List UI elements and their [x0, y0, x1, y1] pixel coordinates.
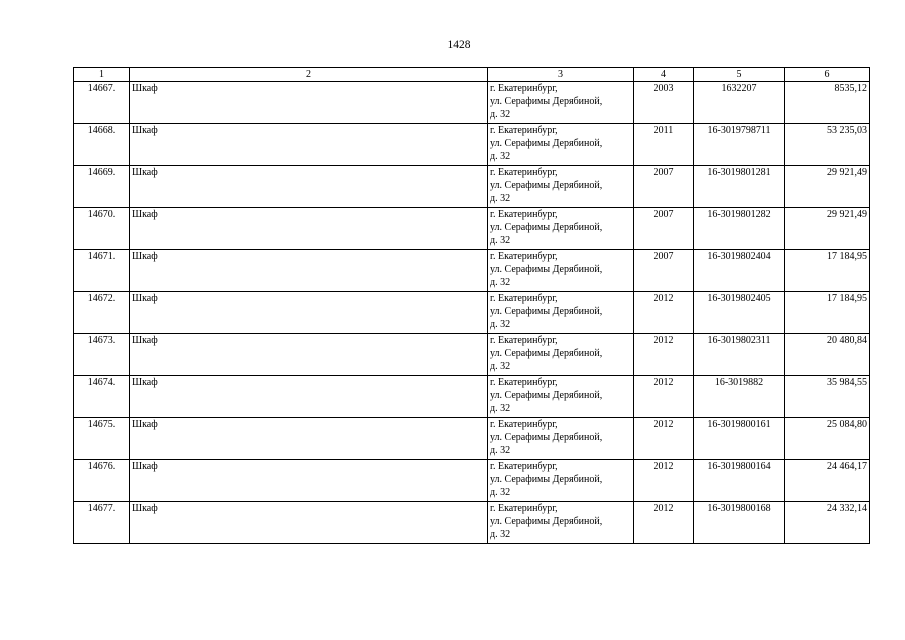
- cost-cell: 17 184,95: [785, 250, 870, 292]
- year-cell: 2007: [634, 208, 694, 250]
- year-cell: 2012: [634, 502, 694, 544]
- table-row: [74, 502, 870, 544]
- address-cell: [488, 166, 634, 208]
- cost-cell: 24 464,17: [785, 460, 870, 502]
- address-line: ул. Серафимы Дерябиной,: [490, 222, 603, 233]
- address-line: д. 32: [490, 361, 511, 372]
- inventory-number-cell: 16-3019798711: [694, 124, 785, 166]
- address-line: ул. Серафимы Дерябиной,: [490, 264, 603, 275]
- page-number: 1428: [447, 39, 471, 51]
- table-row: [74, 418, 870, 460]
- row-number-cell: 14674.: [74, 376, 130, 418]
- table-row: [74, 292, 870, 334]
- table-row: [74, 250, 870, 292]
- address-line: ул. Серафимы Дерябиной,: [490, 474, 603, 485]
- address-line: г. Екатеринбург,: [490, 209, 558, 220]
- address-line: ул. Серафимы Дерябиной,: [490, 348, 603, 359]
- item-name-cell: Шкаф: [130, 334, 488, 376]
- year-cell: 2012: [634, 460, 694, 502]
- item-name-cell: Шкаф: [130, 124, 488, 166]
- column-header-5: 5: [694, 68, 785, 82]
- year-cell: 2011: [634, 124, 694, 166]
- row-number-cell: 14675.: [74, 418, 130, 460]
- year-cell: 2007: [634, 166, 694, 208]
- year-cell: 2012: [634, 376, 694, 418]
- property-registry-table: [73, 67, 870, 544]
- item-name-cell: Шкаф: [130, 460, 488, 502]
- inventory-number-cell: 16-3019801281: [694, 166, 785, 208]
- address-line: д. 32: [490, 487, 511, 498]
- inventory-number-cell: 16-3019802405: [694, 292, 785, 334]
- cost-cell: 25 084,80: [785, 418, 870, 460]
- row-number-cell: 14673.: [74, 334, 130, 376]
- address-cell: [488, 460, 634, 502]
- address-line: д. 32: [490, 109, 511, 120]
- item-name-cell: Шкаф: [130, 82, 488, 124]
- address-line: г. Екатеринбург,: [490, 377, 558, 388]
- row-number-cell: 14671.: [74, 250, 130, 292]
- address-line: ул. Серафимы Дерябиной,: [490, 180, 603, 191]
- address-cell: [488, 418, 634, 460]
- inventory-number-cell: 16-3019800164: [694, 460, 785, 502]
- address-cell: [488, 502, 634, 544]
- column-header-4: 4: [634, 68, 694, 82]
- column-header-6: 6: [785, 68, 870, 82]
- year-cell: 2003: [634, 82, 694, 124]
- address-line: г. Екатеринбург,: [490, 335, 558, 346]
- address-cell: [488, 82, 634, 124]
- table-row: [74, 166, 870, 208]
- cost-cell: 20 480,84: [785, 334, 870, 376]
- cost-cell: 8535,12: [785, 82, 870, 124]
- address-line: д. 32: [490, 235, 511, 246]
- address-cell: [488, 250, 634, 292]
- table-row: [74, 376, 870, 418]
- item-name-cell: Шкаф: [130, 418, 488, 460]
- inventory-number-cell: 16-3019800161: [694, 418, 785, 460]
- address-line: д. 32: [490, 445, 511, 456]
- table-row: [74, 334, 870, 376]
- column-header-1: 1: [74, 68, 130, 82]
- row-number-cell: 14677.: [74, 502, 130, 544]
- item-name-cell: Шкаф: [130, 166, 488, 208]
- address-line: г. Екатеринбург,: [490, 251, 558, 262]
- address-line: ул. Серафимы Дерябиной,: [490, 390, 603, 401]
- address-line: г. Екатеринбург,: [490, 293, 558, 304]
- inventory-number-cell: 16-3019802404: [694, 250, 785, 292]
- address-line: д. 32: [490, 529, 511, 540]
- cost-cell: 17 184,95: [785, 292, 870, 334]
- year-cell: 2012: [634, 418, 694, 460]
- table-row: [74, 208, 870, 250]
- row-number-cell: 14667.: [74, 82, 130, 124]
- column-number-row: [74, 68, 870, 82]
- table-body: [74, 82, 870, 544]
- cost-cell: 24 332,14: [785, 502, 870, 544]
- year-cell: 2007: [634, 250, 694, 292]
- address-cell: [488, 124, 634, 166]
- address-cell: [488, 376, 634, 418]
- row-number-cell: 14670.: [74, 208, 130, 250]
- year-cell: 2012: [634, 334, 694, 376]
- item-name-cell: Шкаф: [130, 292, 488, 334]
- address-line: ул. Серафимы Дерябиной,: [490, 138, 603, 149]
- address-cell: [488, 208, 634, 250]
- table-row: [74, 460, 870, 502]
- inventory-number-cell: 16-3019800168: [694, 502, 785, 544]
- address-cell: [488, 334, 634, 376]
- item-name-cell: Шкаф: [130, 250, 488, 292]
- address-line: г. Екатеринбург,: [490, 83, 558, 94]
- address-line: г. Екатеринбург,: [490, 419, 558, 430]
- address-line: д. 32: [490, 277, 511, 288]
- year-cell: 2012: [634, 292, 694, 334]
- row-number-cell: 14669.: [74, 166, 130, 208]
- row-number-cell: 14672.: [74, 292, 130, 334]
- address-line: ул. Серафимы Дерябиной,: [490, 96, 603, 107]
- column-header-3: 3: [488, 68, 634, 82]
- address-line: г. Екатеринбург,: [490, 503, 558, 514]
- cost-cell: 29 921,49: [785, 166, 870, 208]
- cost-cell: 29 921,49: [785, 208, 870, 250]
- cost-cell: 53 235,03: [785, 124, 870, 166]
- item-name-cell: Шкаф: [130, 502, 488, 544]
- address-line: д. 32: [490, 151, 511, 162]
- row-number-cell: 14676.: [74, 460, 130, 502]
- row-number-cell: 14668.: [74, 124, 130, 166]
- inventory-number-cell: 16-3019882: [694, 376, 785, 418]
- table-row: [74, 124, 870, 166]
- address-line: г. Екатеринбург,: [490, 125, 558, 136]
- address-line: д. 32: [490, 319, 511, 330]
- address-line: ул. Серафимы Дерябиной,: [490, 516, 603, 527]
- inventory-number-cell: 1632207: [694, 82, 785, 124]
- address-line: д. 32: [490, 193, 511, 204]
- table-header: [74, 68, 870, 82]
- cost-cell: 35 984,55: [785, 376, 870, 418]
- inventory-number-cell: 16-3019801282: [694, 208, 785, 250]
- address-line: г. Екатеринбург,: [490, 167, 558, 178]
- address-line: д. 32: [490, 403, 511, 414]
- address-line: ул. Серафимы Дерябиной,: [490, 306, 603, 317]
- item-name-cell: Шкаф: [130, 208, 488, 250]
- table-row: [74, 82, 870, 124]
- item-name-cell: Шкаф: [130, 376, 488, 418]
- address-line: г. Екатеринбург,: [490, 461, 558, 472]
- inventory-number-cell: 16-3019802311: [694, 334, 785, 376]
- column-header-2: 2: [130, 68, 488, 82]
- address-line: ул. Серафимы Дерябиной,: [490, 432, 603, 443]
- address-cell: [488, 292, 634, 334]
